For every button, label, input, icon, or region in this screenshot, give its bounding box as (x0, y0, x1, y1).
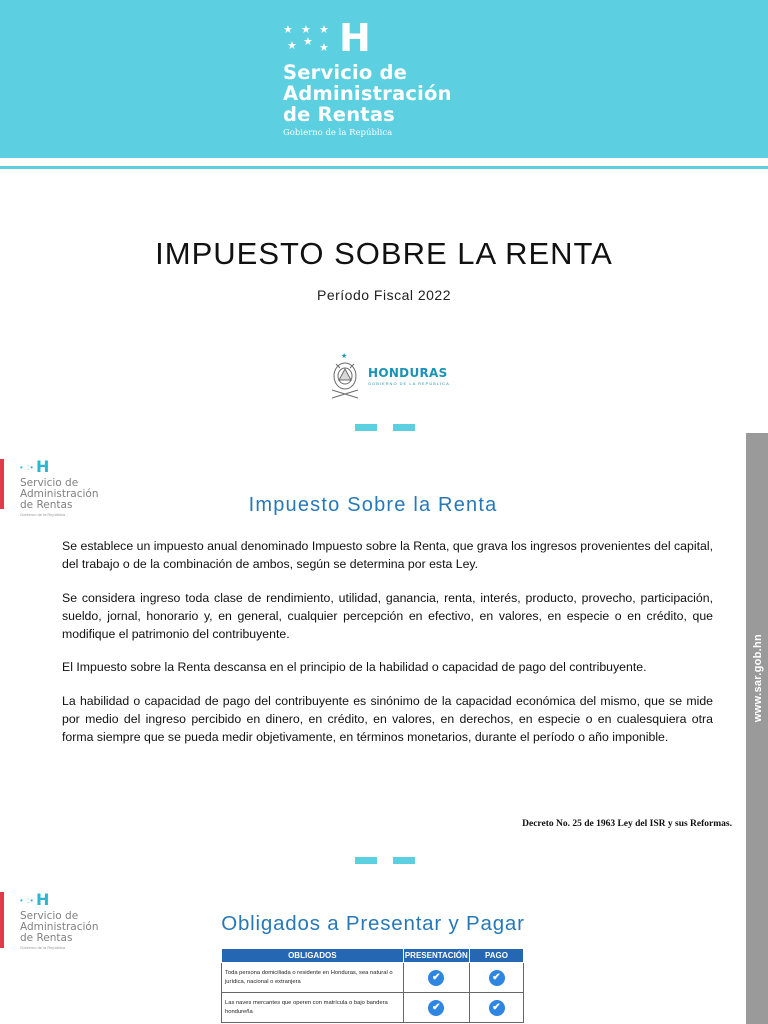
table-row (222, 963, 524, 993)
honduras-logo (328, 350, 450, 402)
main-title: IMPUESTO SOBRE LA RENTA (155, 236, 613, 271)
dots-icon: • :• (20, 462, 35, 472)
dots-icon: • :• (20, 895, 35, 905)
section-title-obligados: Obligados a Presentar y Pagar (221, 912, 525, 935)
accent-dash (393, 424, 415, 431)
row-description: Toda persona domiciliada o residente en Honduras, sea natural o jurídica, nacional o extranjera (222, 963, 404, 993)
accent-dash (393, 857, 415, 864)
check-circle-icon: ✔ (428, 1000, 444, 1016)
small-logo-line-1: Servicio de (20, 477, 79, 489)
check-circle-icon: ✔ (489, 970, 505, 986)
accent-dash (355, 857, 377, 864)
col-header-presentacion: PRESENTACIÓN (403, 949, 469, 963)
side-bar (746, 433, 768, 1024)
stars-icon: ★ ★ ★ ★ ★ ★ (283, 24, 329, 54)
logo-gobierno: Gobierno de la República (283, 128, 393, 138)
small-logo-letter: H (36, 890, 50, 909)
small-logo-line-2: Administración (20, 488, 99, 500)
small-logo-letter: H (36, 457, 50, 476)
logo-line-2: Administración (283, 82, 452, 105)
honduras-name: HONDURAS (368, 366, 448, 380)
logo-letter: H (339, 16, 371, 60)
paragraph-2: Se considera ingreso toda clase de rendimiento, utilidad, ganancia, renta, interés, producto, provecho, participación, sueldo, jornal, honorario y, en general, cualquier percepción en efectivo, en valores, en especie o en crédito, que modifique el patrimonio del contribuyente. (62, 591, 713, 641)
col-header-obligados: OBLIGADOS (222, 949, 404, 963)
header-divider (0, 166, 768, 169)
small-logo-line-2: Administración (20, 921, 99, 933)
section-title-isr: Impuesto Sobre la Renta (248, 494, 498, 516)
small-logo-line-1: Servicio de (20, 910, 79, 922)
logo-line-3: de Rentas (283, 103, 395, 126)
svg-text:★: ★ (341, 353, 348, 360)
check-circle-icon: ✔ (428, 970, 444, 986)
decree-reference: Decreto No. 25 de 1963 Ley del ISR y sus Reformas. (522, 819, 732, 829)
small-logo-gobierno: Gobierno de la República (20, 945, 66, 950)
paragraph-4: La habilidad o capacidad de pago del contribuyente es sinónimo de la capacidad económica del mismo, que se mide por medio del ingreso percibido en dinero, en crédito, en valores, en derechos, en especie o en cualesquiera otra forma siempre que se pueda medir objetivamente, en términos monetarios, durante el período o año imponible. (62, 694, 713, 744)
small-logo-line-3: de Rentas (20, 932, 73, 944)
small-logo-gobierno: Gobierno de la República (20, 512, 66, 517)
small-logo-line-3: de Rentas (20, 499, 73, 511)
paragraph-3: El Impuesto sobre la Renta descansa en el principio de la habilidad o capacidad de pago del contribuyente. (62, 660, 647, 674)
crest-icon (328, 350, 362, 402)
row-description: Las naves mercantes que operen con matrícula o bajo bandera hondureña (222, 993, 404, 1023)
table-row (222, 993, 524, 1023)
main-subtitle: Período Fiscal 2022 (316, 287, 452, 303)
honduras-sub: GOBIERNO DE LA REPÚBLICA (368, 381, 450, 386)
sar-logo (283, 16, 452, 138)
col-header-pago: PAGO (470, 949, 524, 963)
obligados-table (221, 948, 524, 1023)
accent-dash (355, 424, 377, 431)
paragraph-1: Se establece un impuesto anual denominado Impuesto sobre la Renta, que grava los ingresos provenientes del capital, del trabajo o de la combinación de ambos, según se determina por esta Ley. (62, 539, 713, 571)
check-circle-icon: ✔ (489, 1000, 505, 1016)
logo-line-1: Servicio de (283, 61, 408, 84)
